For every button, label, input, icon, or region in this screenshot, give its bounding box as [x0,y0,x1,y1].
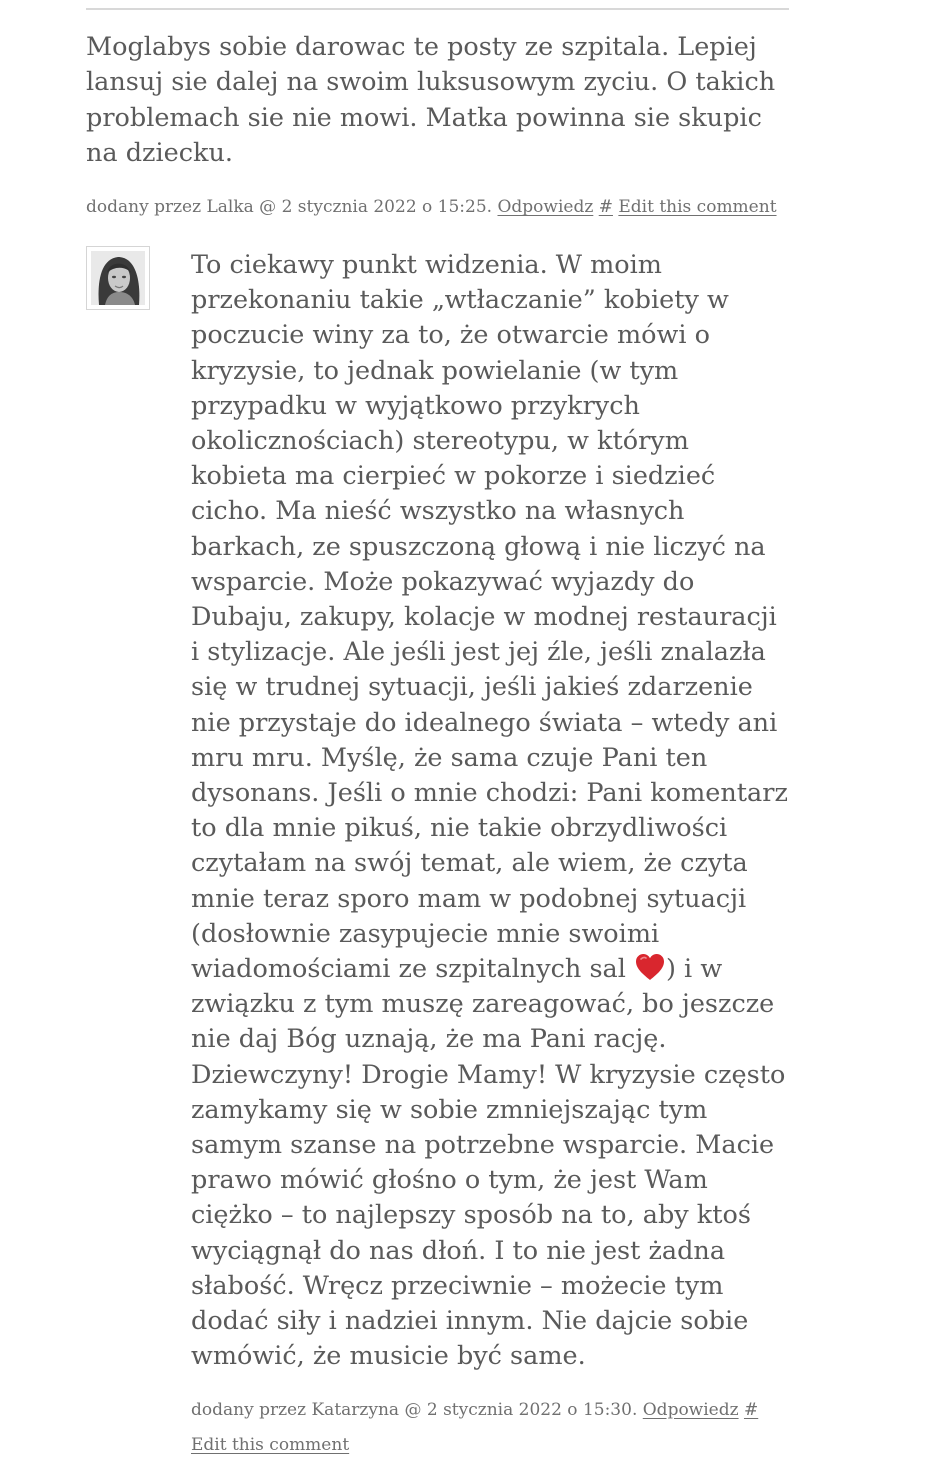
comment-author-date: dodany przez Katarzyna @ 2 stycznia 2022 o 15:30. [191,1399,638,1420]
comment-author-date: dodany przez Lalka @ 2 stycznia 2022 o 15:25. [86,197,493,218]
comment-body-text-part1: To ciekawy punkt widzenia. W moim przekonaniu takie „wtłaczanie” kobiety w poczucie winy za to, że otwarcie mówi o kryzysie, to jednak powielanie (w tym przypadku w wyjątkowo przykrych okolicznościach) stereotypu, w którym kobieta ma cierpieć w pokorze i siedzieć cicho. Ma nieść wszystko na własnych barkach, ze spuszczoną głową i nie liczyć na wsparcie. Może pokazywać wyjazdy do Dubaju, zakupy, kolacje w modnej restauracji i stylizacje. Ale jeśli jest jej źle, jeśli znalazła się w trudnej sytuacji, jeśli jakieś zdarzenie nie przystaje do idealnego świata – wtedy ani mru mru. Myślę, że sama czuje Pani ten dysonans. Jeśli o mnie chodzi: Pani komentarz to dla mnie pikuś, nie takie obrzydliwości czytałam na swój temat, ale wiem, że czyta mnie teraz sporo mam w podobnej sytuacji (dosłownie zasypujecie mnie swoimi wiadomościami ze szpitalnych sal [191,250,788,985]
comment-meta [86,190,789,225]
reply-link[interactable]: Odpowiedz [642,1399,739,1420]
avatar-photo-icon [91,251,145,305]
edit-comment-link[interactable]: Edit this comment [618,197,777,218]
comment-body-text-part2: ) i w związku z tym muszę zareagować, bo jeszcze nie daj Bóg uznają, że ma Pani rację. Dziewczyny! Drogie Mamy! W kryzysie często zamykamy się w sobie zmniejszając tym samym szanse na potrzebne wsparcie. Macie prawo mówić głośno o tym, że jest Wam ciężko – to najlepszy sposób na to, aby ktoś wyciągnął do nas dłoń. I to nie jest żadna słabość. Wręcz przeciwnie – możecie tym dodać siły i nadziei innym. Nie dajcie sobie wmówić, że musicie być same. [191,954,786,1372]
comment-body-paragraph [191,248,791,1375]
comment-text [191,248,791,1375]
edit-comment-link[interactable]: Edit this comment [191,1434,350,1455]
comment-text [86,30,789,171]
comment-body-text: Moglabys sobie darowac te posty ze szpitala. Lepiej lansuj sie dalej na swoim luksusowym zyciu. O takich problemach sie nie mowi. Matka powinna sie skupic na dziecku. [86,32,776,168]
reply-link[interactable]: Odpowiedz [497,197,594,218]
red-heart-icon [634,952,666,982]
comment-lalka [86,30,789,225]
avatar [86,246,150,310]
permalink-link[interactable]: # [743,1399,759,1420]
comment-meta [191,1393,771,1463]
comment-katarzyna [191,248,791,1463]
permalink-link[interactable]: # [598,197,613,218]
top-divider [86,8,789,10]
